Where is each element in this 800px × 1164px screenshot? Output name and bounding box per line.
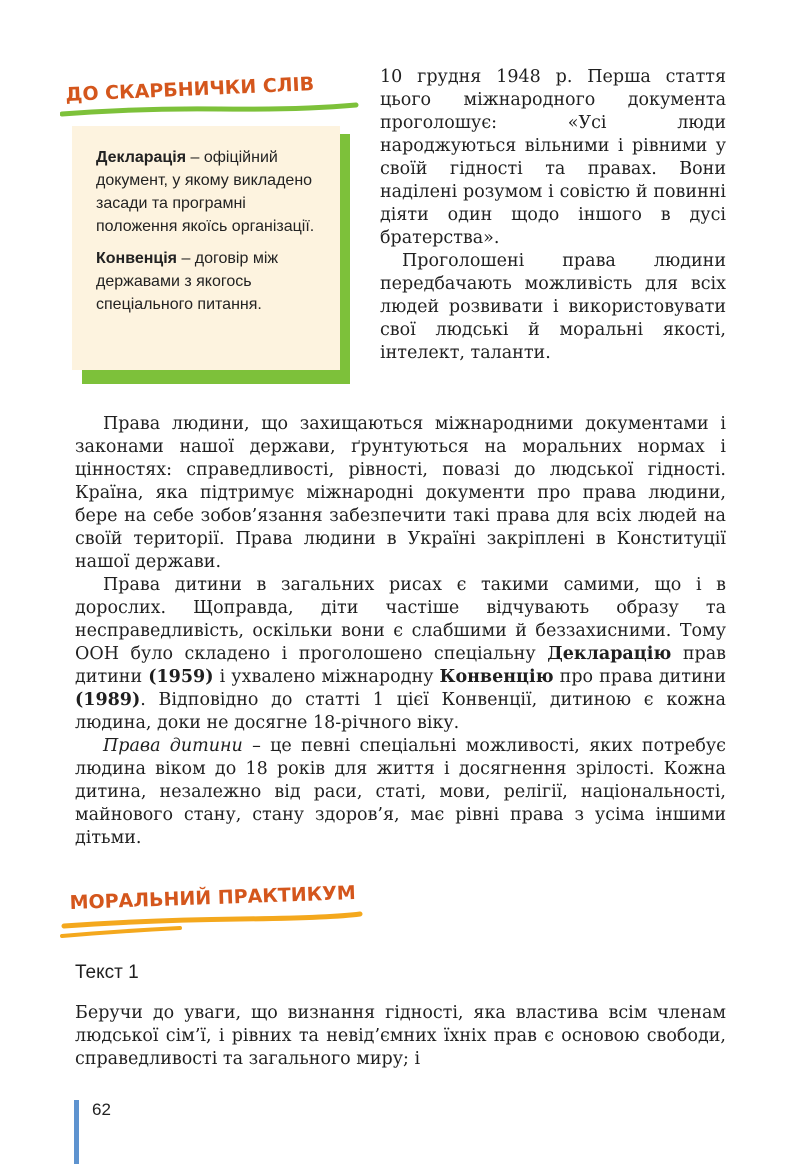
page-number: 62 xyxy=(92,1100,111,1119)
text-run: і ухвалено міжнародну xyxy=(213,667,440,687)
term-definition: – договір між державами з якогось спеціального питання. xyxy=(96,250,279,313)
bold-term: Декларацію xyxy=(547,644,672,664)
right-column-text xyxy=(380,66,726,365)
italic-term: Права дитини xyxy=(103,736,243,756)
term-name: Конвенція xyxy=(96,250,178,267)
text-run: про права дитини xyxy=(553,667,726,687)
text-run: Права дитини в загальних рисах є такими самими, що і в дорослих. Щоправда, діти частіше відчувають образу та несправедливість, оскільки вони є слабшими й беззахисними. Тому ООН було складено і проголошено спеціальну xyxy=(75,575,726,664)
vocab-heading-text: ДО СКАРБНИЧКИ СЛІВ xyxy=(65,73,315,106)
green-brush-stroke xyxy=(60,102,360,122)
paragraph xyxy=(75,735,726,850)
text-run: прав дитини xyxy=(75,644,726,687)
text-run: . Відповідно до статті 1 цієї Конвенції, дитиною є кожна людина, доки не досягне 18-річного віку. xyxy=(75,690,726,733)
text-run: – це певні спеціальні можливості, яких потребує людина віком до 18 років для життя і досягнення зрілості. Кожна дитина, незалежно від раси, статі, мови, релігії, національності, майнового стану, стану здоров’я, має рівні права з усіма іншими дітьми. xyxy=(75,736,726,848)
term-definition: – офіційний документ, у якому викладено засади та програмні положення якоїсь організації. xyxy=(96,149,315,235)
vocab-term-declaration xyxy=(96,146,328,238)
bold-term: Конвенцію xyxy=(439,667,554,687)
practicum-heading xyxy=(60,882,380,940)
term-name: Декларація xyxy=(96,149,187,166)
bold-year: (1989) xyxy=(75,690,141,710)
bold-year: (1959) xyxy=(148,667,214,687)
paragraph: Беручи до уваги, що визнання гідності, яка властива всім членам людської сім’ї, і рівних та невід’ємних їхніх прав є основою свободи, справедливості та загального миру; і xyxy=(75,1003,726,1069)
vocab-term-convention xyxy=(96,247,328,316)
practicum-heading-text: МОРАЛЬНИЙ ПРАКТИКУМ xyxy=(69,882,357,914)
vocab-heading xyxy=(60,73,360,118)
paragraph xyxy=(75,574,726,735)
text-1-heading: Текст 1 xyxy=(75,962,139,983)
paragraph: Права людини, що захищаються міжнародними документами і законами нашої держави, ґрунтуються на моральних нормах і цінностях: справедливості, рівності, повазі до людської гідності. Країна, яка підтримує міжнародні документи про права людини, бере на себе зобов’язання забезпечити такі права для всіх людей на своїй території. Права людини в Україні закріплені в Конституції нашої держави. xyxy=(75,414,726,572)
vocab-definitions xyxy=(96,146,328,325)
practicum-text xyxy=(75,1002,726,1071)
page-number-bar xyxy=(74,1100,79,1164)
body-text xyxy=(75,413,726,850)
paragraph: 10 грудня 1948 р. Перша стаття цього міжнародного документа проголошує: «Усі люди народжуються вільними і рівними у своїй гідності та правах. Вони наділені розумом і совістю й повинні діяти один щодо іншого в дусі братерства». xyxy=(380,67,726,248)
paragraph: Проголошені права людини передбачають можливість для всіх людей розвивати і використовувати свої людські й моральні якості, інтелект, таланти. xyxy=(380,251,726,363)
yellow-brush-stroke xyxy=(60,910,380,940)
